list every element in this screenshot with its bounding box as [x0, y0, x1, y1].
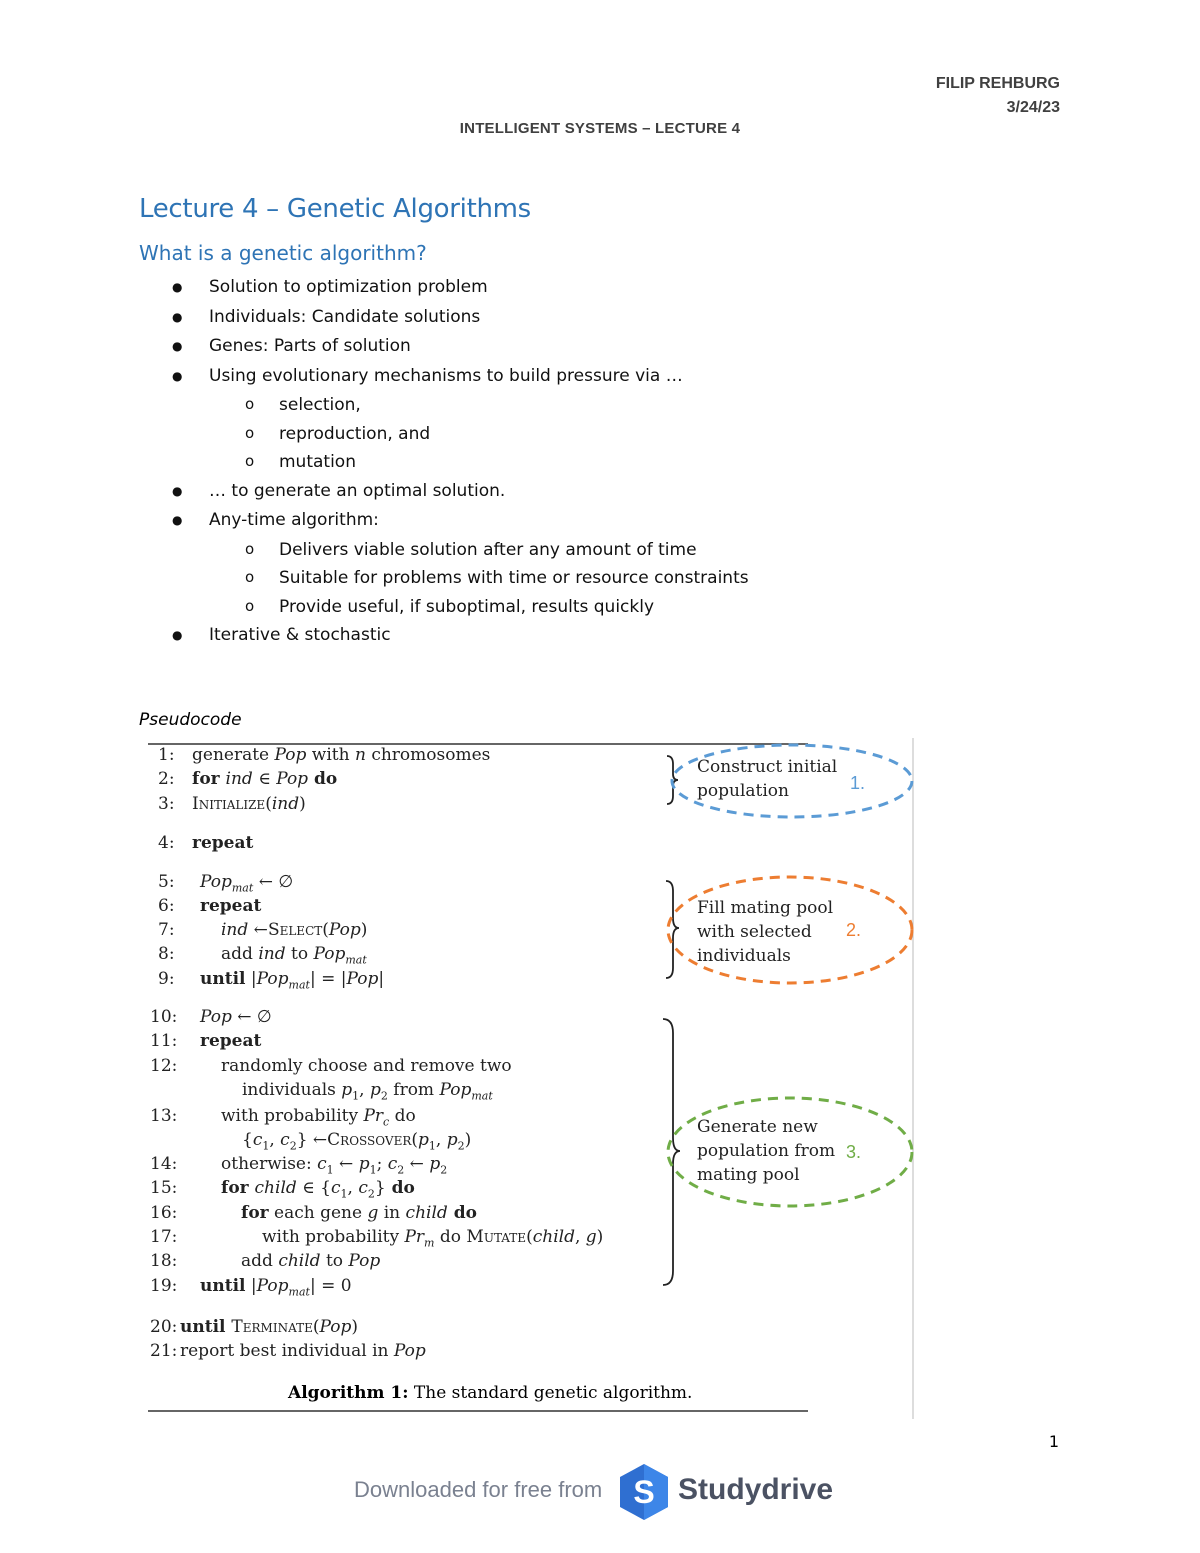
pseudocode-label: Pseudocode	[139, 710, 242, 730]
code-line-9: 9: until |Pop$_{mat}$| = |Pop|	[158, 969, 385, 992]
algorithm-figure	[140, 733, 920, 1423]
code-line-1: 1: generate Pop with n chromosomes	[158, 745, 491, 765]
code-line-20: 20: until Terminate(Pop)	[150, 1317, 359, 1337]
code-line-12: 12: randomly choose and remove two	[150, 1056, 512, 1076]
bullet-list	[0, 273, 1000, 651]
sub-list-item: o reproduction, and	[0, 420, 1000, 449]
document-date: 3/24/23	[1006, 99, 1060, 116]
author-name: FILIP REHBURG	[935, 75, 1060, 92]
header-author	[936, 72, 1060, 120]
studydrive-brand: Studydrive	[678, 1473, 834, 1506]
sub-list-item: o Suitable for problems with time or resource constraints	[0, 564, 1000, 593]
list-item: ● Genes: Parts of solution	[0, 332, 1000, 362]
step-number-3: 3.	[846, 1142, 862, 1162]
sub-list-item: o Delivers viable solution after any amount of time	[0, 536, 1000, 565]
page-title: Lecture 4 – Genetic Algorithms	[139, 194, 531, 224]
code-line-11: 11: repeat	[150, 1031, 262, 1051]
code-line-17: 17: with probability $Pr_m$ do Mutate(child, g)	[150, 1227, 604, 1250]
sub-list-item: o selection,	[0, 391, 1000, 420]
code-line-13: 13: with probability $Pr_c$ do	[150, 1106, 416, 1129]
code-line-10: 10: Pop ← ∅	[150, 1007, 272, 1027]
section-heading: What is a genetic algorithm?	[139, 241, 427, 265]
code-line-7: 7: ind ←Select(Pop)	[158, 920, 368, 940]
list-item: ● Iterative & stochastic	[0, 621, 1000, 651]
annotation-construct-initial: Construct initial population	[697, 757, 838, 801]
code-line-2: 2: for ind ∈ Pop do	[158, 769, 338, 789]
list-item: ● Individuals: Candidate solutions	[0, 303, 1000, 333]
code-line-21: 21: report best individual in Pop	[150, 1341, 426, 1361]
annotation-generate-population: Generate new population from mating pool	[697, 1117, 836, 1185]
code-line-5: 5: Pop$_{mat}$ ← ∅	[158, 872, 294, 895]
list-item: ● Solution to optimization problem	[0, 273, 1000, 303]
list-item: ● … to generate an optimal solution.	[0, 477, 1000, 507]
code-line-12-cont: individuals $p_1$, $p_2$ from Pop$_{mat}$	[242, 1080, 493, 1103]
code-line-6: 6: repeat	[158, 896, 262, 916]
studydrive-logo-icon	[616, 1462, 672, 1522]
download-footer[interactable]	[350, 1462, 850, 1522]
step-number-1: 1.	[850, 773, 866, 793]
code-line-18: 18: add child to Pop	[150, 1251, 381, 1271]
annotation-fill-mating-pool: Fill mating pool with selected individuals	[697, 898, 834, 966]
sub-list-item: o mutation	[0, 448, 1000, 477]
step-number-2: 2.	[846, 920, 862, 940]
code-line-14: 14: otherwise: $c_1$ ← $p_1$; $c_2$ ← $p_2$	[150, 1154, 448, 1177]
sub-list-item: o Provide useful, if suboptimal, results quickly	[0, 593, 1000, 622]
code-line-3: 3: Initialize(ind)	[158, 794, 306, 814]
page-number: 1	[1048, 1432, 1059, 1451]
brace-2-icon	[666, 881, 679, 978]
course-header: INTELLIGENT SYSTEMS – LECTURE 4	[459, 120, 741, 137]
footer-text: Downloaded for free from	[354, 1477, 603, 1502]
svg-text:S: S	[633, 1474, 655, 1510]
algorithm-caption: Algorithm 1: The standard genetic algorithm.	[288, 1383, 693, 1403]
code-line-13-cont: {$c_1$, $c_2$} $\leftarrow Crossover(p_1$, $p_2$)	[242, 1130, 472, 1153]
code-line-8: 8: add ind to Pop$_{mat}$	[158, 944, 367, 967]
list-item: ● Using evolutionary mechanisms to build pressure via …	[0, 362, 1000, 392]
code-line-16: 16: for each gene g in child do	[150, 1203, 477, 1223]
list-item: ● Any-time algorithm:	[0, 506, 1000, 536]
brace-3-icon	[663, 1019, 680, 1285]
code-line-19: 19: until |Pop$_{mat}$| = 0	[150, 1276, 352, 1299]
code-line-4: 4: repeat	[158, 833, 254, 853]
code-line-15: 15: for child ∈ {$c_1$, $c_2$} do	[150, 1178, 415, 1201]
